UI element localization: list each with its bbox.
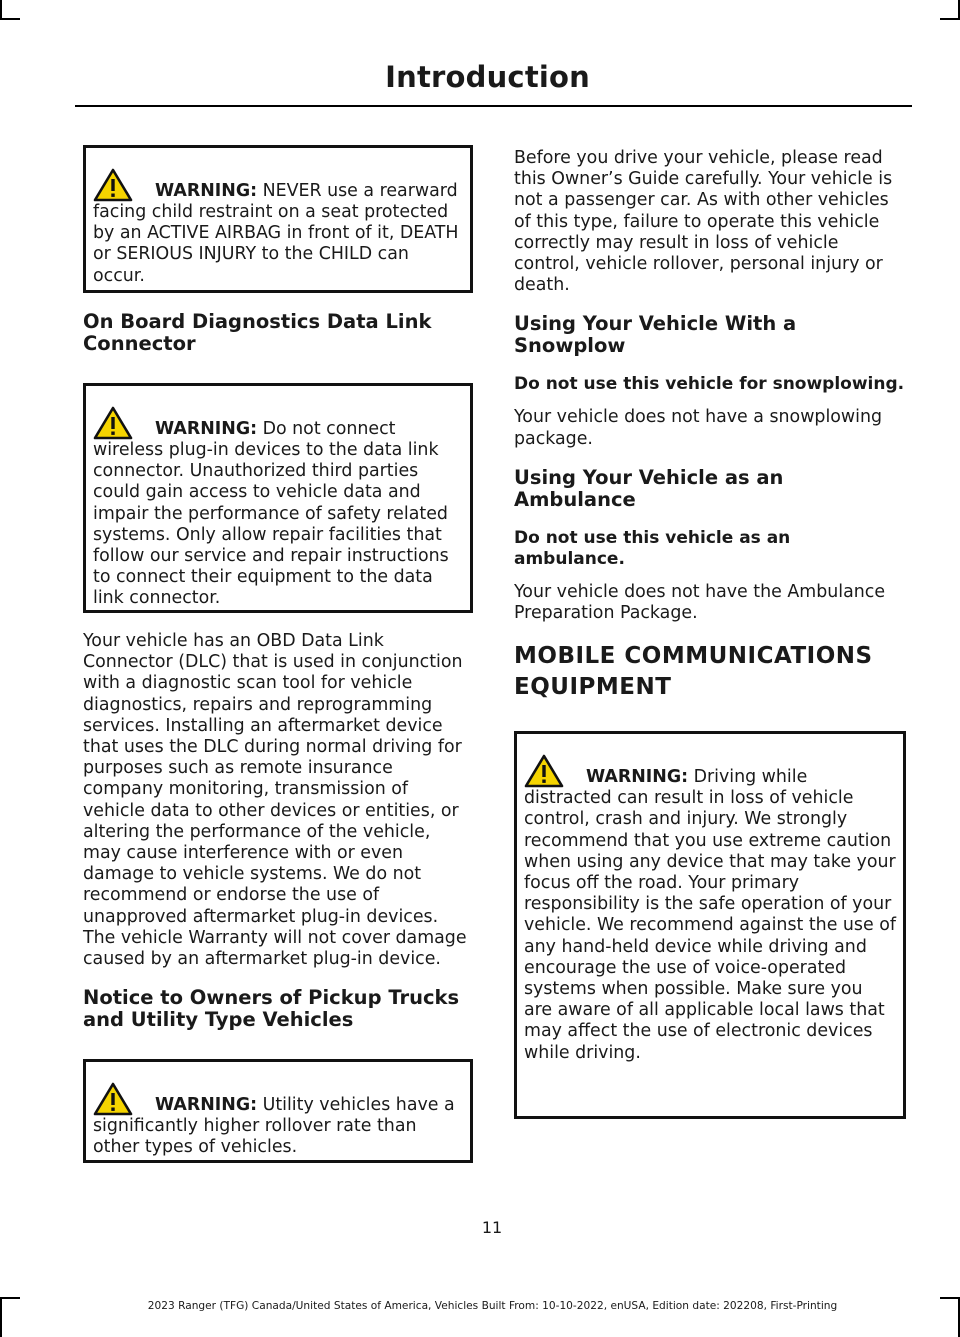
warning-label: WARNING: bbox=[155, 180, 258, 201]
warning-triangle-icon bbox=[93, 1082, 133, 1116]
subheading-ambulance: Do not use this vehicle as an ambulance. bbox=[514, 527, 791, 569]
warning-lead bbox=[155, 1095, 455, 1116]
ambulance-paragraph: Your vehicle does not have the Ambulance Preparation Package. bbox=[514, 581, 886, 624]
warning-lead bbox=[155, 419, 396, 440]
warning-first-line bbox=[524, 754, 896, 788]
warning-lead-text: Utility vehicles have a bbox=[262, 1095, 455, 1116]
crop-mark bbox=[940, 1297, 960, 1299]
page-number: 11 bbox=[481, 1218, 503, 1237]
warning-lead bbox=[586, 767, 807, 788]
warning-text: wireless plug-in devices to the data link connector. Unauthorized third parties could gain access to vehicle data and impair the performance of safety related systems. Only allow repair facilities that follow our service and repair instructions to connect their equipment to the data link connector. bbox=[93, 440, 449, 609]
chapter-heading-line-2: EQUIPMENT bbox=[514, 674, 672, 701]
warning-first-line bbox=[93, 168, 463, 202]
footer-text: 2023 Ranger (TFG) Canada/United States of America, Vehicles Built From: 10-10-2022, enUSA, Edition date: 202208, First-Printing bbox=[147, 1300, 838, 1312]
section-heading-obd: On Board Diagnostics Data Link Connector bbox=[83, 310, 432, 355]
warning-lead-text: Do not connect bbox=[262, 418, 396, 439]
section-heading-pickup: Notice to Owners of Pickup Trucks and Utility Type Vehicles bbox=[83, 986, 460, 1032]
warning-lead-text: Driving while bbox=[693, 767, 808, 788]
warning-triangle-icon bbox=[524, 754, 564, 788]
warning-first-line bbox=[93, 406, 463, 440]
crop-mark bbox=[0, 0, 2, 18]
chapter-heading-line-1: MOBILE COMMUNICATIONS bbox=[514, 643, 873, 670]
crop-mark bbox=[0, 18, 20, 20]
section-heading-ambulance: Using Your Vehicle as an Ambulance bbox=[514, 465, 784, 511]
warning-box bbox=[83, 145, 473, 293]
warning-first-line bbox=[93, 1082, 463, 1116]
chapter-heading bbox=[514, 641, 906, 703]
warning-text: significantly higher rollover rate than other types of vehicles. bbox=[93, 1116, 417, 1158]
warning-text: distracted can result in loss of vehicle control, crash and injury. We strongly recommend that you use extreme caution when using any device that may take your focus off the road. Your primary responsibility is the safe operation of your vehicle. We recommend against the use of any hand-held device while driving and encourage the use of voice-operated systems when possible. Make sure you are aware of all applicable local laws that may affect the use of electronic devices while driving. bbox=[524, 788, 896, 1063]
warning-box bbox=[514, 731, 906, 1119]
warning-text: facing child restraint on a seat protected by an ACTIVE AIRBAG in front of it, DEATH or SERIOUS INJURY to the CHILD can occur. bbox=[93, 202, 459, 286]
warning-lead-text: NEVER use a rearward bbox=[262, 180, 458, 201]
warning-label: WARNING: bbox=[586, 767, 689, 788]
right-column bbox=[514, 148, 906, 1137]
warning-triangle-icon bbox=[93, 406, 133, 440]
warning-box bbox=[83, 383, 473, 613]
warning-box bbox=[83, 1059, 473, 1163]
intro-paragraph: Before you drive your vehicle, please read this Owner’s Guide carefully. Your vehicle is not a passenger car. As with other vehicles of this type, failure to operate this vehicle correctly may result in loss of vehicle control, vehicle rollover, personal injury or death. bbox=[514, 148, 893, 296]
snowplow-paragraph: Your vehicle does not have a snowplowing package. bbox=[514, 407, 883, 449]
crop-mark bbox=[0, 1297, 20, 1299]
left-column bbox=[83, 145, 473, 1181]
warning-label: WARNING: bbox=[155, 418, 258, 439]
section-heading-snowplow: Using Your Vehicle With a Snowplow bbox=[514, 312, 797, 358]
page-title: Introduction bbox=[385, 60, 590, 94]
warning-lead bbox=[155, 181, 458, 202]
warning-triangle-icon bbox=[93, 168, 133, 202]
warning-label: WARNING: bbox=[155, 1095, 258, 1116]
subheading-snowplow: Do not use this vehicle for snowplowing. bbox=[514, 374, 905, 395]
obd-paragraph: Your vehicle has an OBD Data Link Connector (DLC) that is used in conjunction with a diagnostic scan tool for vehicle diagnostics, repairs and reprogramming services. Installing an aftermarket device that uses the DLC during normal driving for purposes such as remote insurance company monitoring, transmission of vehicle data to other devices or entities, or altering the performance of the vehicle, may cause interference with or even damage to vehicle systems. We do not recommend or endorse the use of unapproved aftermarket plug-in devices. The vehicle Warranty will not cover damage caused by an aftermarket plug-in device. bbox=[83, 631, 467, 970]
header-divider bbox=[75, 105, 912, 107]
crop-mark bbox=[940, 18, 960, 20]
